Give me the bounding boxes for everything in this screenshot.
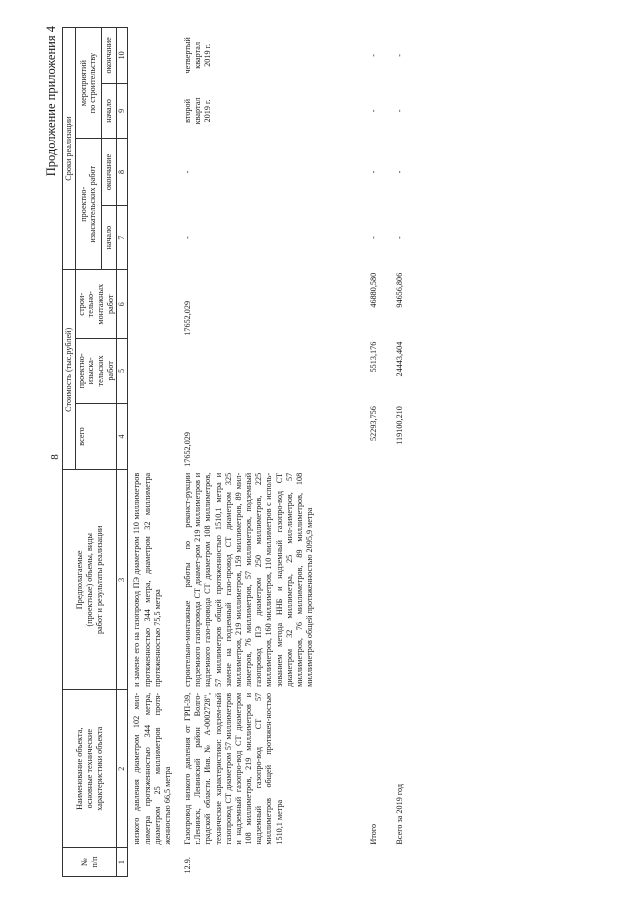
cost-design xyxy=(182,339,316,403)
total-2019-survey-start: - xyxy=(395,236,405,239)
col-num: 5 xyxy=(117,339,128,403)
itogo-label: Итого xyxy=(369,823,379,845)
header-object-name: Наименование объекта, основные технические характеристики объекта xyxy=(63,690,117,848)
construction-start: второй квартал 2019 г. xyxy=(183,97,213,125)
header-design-works: проектно- изыска- тельских работ xyxy=(75,339,117,403)
survey-start: - xyxy=(183,236,193,239)
total-2019-label: Всего за 2019 год xyxy=(395,783,405,845)
header-total: всего xyxy=(75,403,117,470)
total-2019-survey-end: - xyxy=(395,170,405,174)
header-construction-events: мероприятий по строительству xyxy=(75,28,102,139)
col-num: 10 xyxy=(117,28,128,84)
col-num: 9 xyxy=(117,83,128,139)
row-number: 12.9. xyxy=(183,857,193,874)
header-row-1 xyxy=(63,28,76,877)
continuation-object-text: низкого давления диаметром 102 мил-лиметра протяженностью 344 метра, диаметром 25 миллиметров протя-женностью 66,5 метра xyxy=(132,692,172,845)
header-constr-start: начало xyxy=(102,83,117,139)
construction-end: четвертый квартал 2019 г. xyxy=(183,37,213,74)
table-row-itogo xyxy=(368,28,380,877)
table-row-continuation xyxy=(128,28,174,877)
header-survey-start: начало xyxy=(102,205,117,269)
total-2019-construction: 94656,806 xyxy=(395,272,405,308)
table-row-12-9 xyxy=(182,28,316,877)
continuation-planned-text: и замене его на газопровод ПЭ диаметром 110 миллиметров протяженностью 344 метра, диаметром 32 миллиметра протяженностью 75,5 метра xyxy=(132,472,162,687)
page-number: 8 xyxy=(49,454,61,460)
col-num: 6 xyxy=(117,270,128,339)
header-planned-works: Предполагаемые (проектные) объемы, виды работ и результаты реализации xyxy=(63,470,117,690)
itogo-constr-end: - xyxy=(369,53,379,57)
planned-works-text: строительно-монтажные работы по реконст-рукции подземного газопровода СТ диамет-ром 219 миллиметров и надземного газо-провода СТ диаметром 108 миллиметров, 57 миллиметров общей протяженностью 1510,1 метра и замене на подземный газо-провод СТ диаметром 325 миллиметров, 219 миллиметров, 159 миллиметров, 89 мил-лиметров, 76 миллиметров, 57 миллиметров, подземный газопровод ПЭ диаметром 250 миллиметров, 225 миллиметров, 160 миллиметров, 110 миллиметров с исполь-зованием метода ННБ и надземный газопро-вод СТ диаметром 32 миллиметра, 25 мил-лиметров, 57 миллиметров, 76 миллиметров, 89 миллиметров, 108 миллиметров общей протяженностью 2095,9 метра xyxy=(183,472,315,687)
header-no: № п/п xyxy=(63,848,117,877)
header-terms: Сроки реализации xyxy=(63,28,76,270)
itogo-survey-end: - xyxy=(369,170,379,174)
header-survey-works: проектно- изыскательских работ xyxy=(75,139,102,270)
column-numbers-row xyxy=(117,28,128,877)
col-num: 1 xyxy=(117,848,128,877)
total-2019-constr-start: - xyxy=(395,109,405,113)
header-cost: Стоимость (тыс.рублей) xyxy=(63,270,76,470)
col-num: 8 xyxy=(117,139,128,206)
table-row-total-2019 xyxy=(394,28,406,877)
total-2019-total: 119100,210 xyxy=(395,406,405,445)
total-2019-design: 24443,404 xyxy=(395,341,405,377)
itogo-survey-start: - xyxy=(369,236,379,239)
cost-total: 17652,029 xyxy=(183,432,193,467)
header-survey-end: окончание xyxy=(102,139,117,206)
col-num: 3 xyxy=(117,470,128,690)
itogo-constr-start: - xyxy=(369,109,379,113)
col-num: 7 xyxy=(117,205,128,269)
itogo-construction: 46880,580 xyxy=(369,272,379,308)
investment-program-table xyxy=(62,27,407,877)
appendix-caption: Продолжение приложения 4 xyxy=(44,26,58,177)
header-construction-works: строи- тельно- монтажных работ xyxy=(75,270,117,339)
header-constr-end: окончание xyxy=(102,28,117,84)
survey-end: - xyxy=(183,170,193,174)
cost-construction: 17652,029 xyxy=(183,300,193,336)
itogo-design: 5513,176 xyxy=(369,341,379,373)
total-2019-constr-end: - xyxy=(395,53,405,57)
col-num: 4 xyxy=(117,403,128,470)
object-name-text: Газопровод низкого давления от ГРП-39, г.Ленинск, Ленинский район Волго-градской области. Инв.№ А-0002728", технические характеристики: подзем-ный газопровод СТ диаметром 57 миллиметров и надземный газопро-вод СТ диаметром 108 миллиметров, 219 миллиметров и надземный газопро-вод СТ 57 миллиметров общей протяжен-ностью 1510,1 метра xyxy=(183,692,284,845)
col-num: 2 xyxy=(117,690,128,848)
itogo-total: 52293,756 xyxy=(369,406,379,441)
